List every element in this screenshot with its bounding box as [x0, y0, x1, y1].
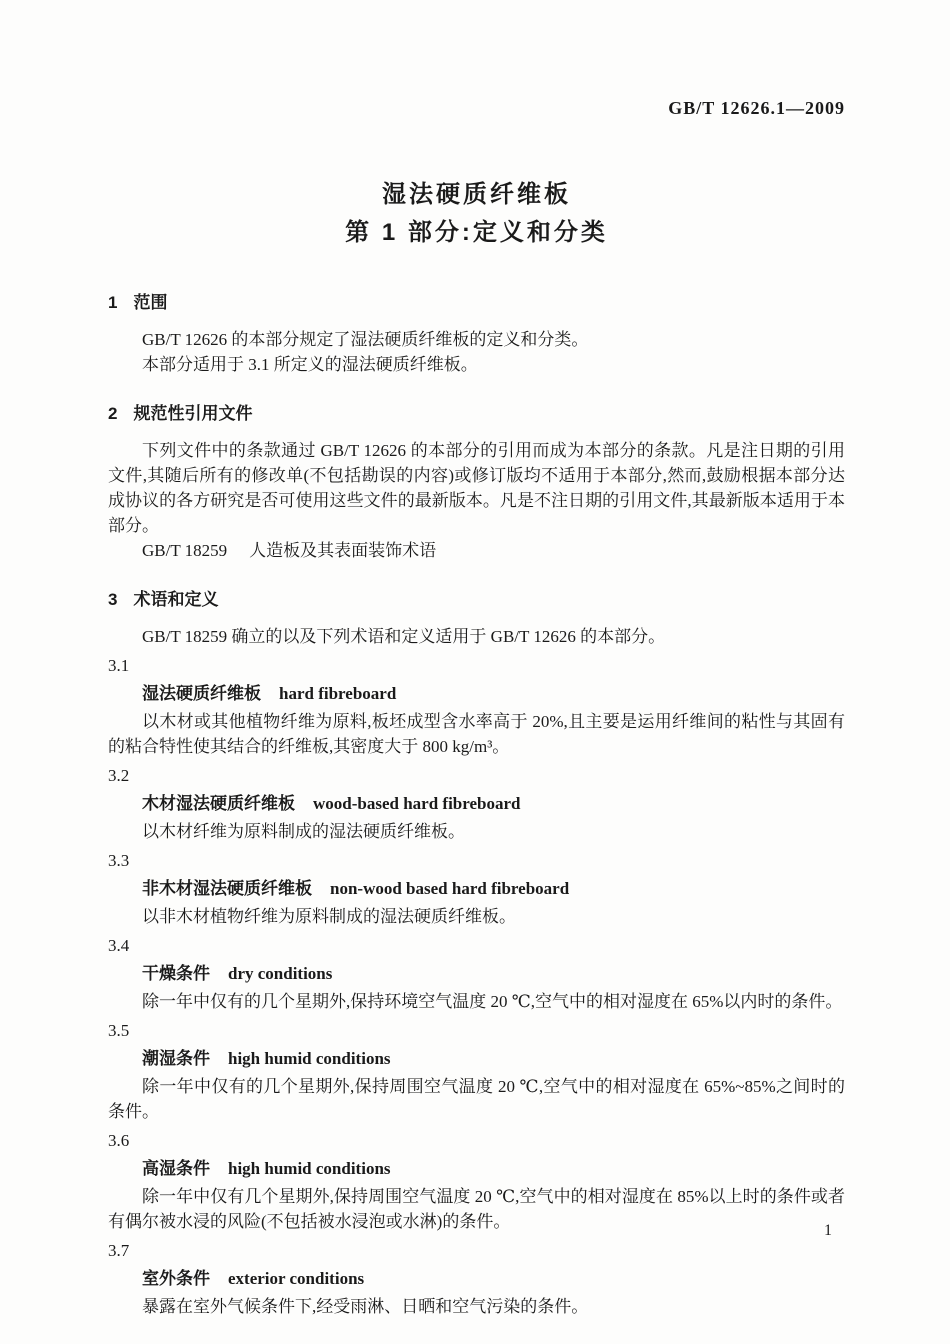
term-3-5 [108, 1047, 845, 1071]
section-1-title: 范围 [133, 293, 168, 312]
term-3-1-english: hard fibreboard [279, 684, 397, 703]
term-3-2-chinese: 木材湿法硬质纤维板 [142, 794, 295, 813]
term-3-1-definition: 以木材或其他植物纤维为原料,板坯成型含水率高于 20%,且主要是运用纤维间的粘性与其固有的粘合特性使其结合的纤维板,其密度大于 800 kg/m³。 [108, 712, 845, 756]
term-3-7 [108, 1267, 845, 1291]
clause-number-3-3: 3.3 [108, 851, 130, 870]
section-3-heading [108, 585, 845, 610]
term-3-5-chinese: 潮湿条件 [142, 1049, 210, 1068]
term-3-5-english: high humid conditions [228, 1049, 391, 1068]
document-title [108, 176, 845, 252]
section-3-title: 术语和定义 [133, 590, 219, 609]
clause-number-3-5: 3.5 [108, 1021, 130, 1040]
section-1-paragraph-1: GB/T 12626 的本部分规定了湿法硬质纤维板的定义和分类。 [142, 330, 589, 349]
section-2-paragraph-1: 下列文件中的条款通过 GB/T 12626 的本部分的引用而成为本部分的条款。凡是注日期的引用文件,其随后所有的修改单(不包括勘误的内容)或修订版均不适用于本部分,然而,鼓励根据本部分达成协议的各方研究是否可使用这些文件的最新版本。凡是不注日期的引用文件,其最新版本适用于本部分。 [108, 441, 845, 535]
clause-number-3-7: 3.7 [108, 1241, 130, 1260]
term-3-7-chinese: 室外条件 [142, 1269, 210, 1288]
term-3-3-definition: 以非木材植物纤维为原料制成的湿法硬质纤维板。 [142, 907, 516, 926]
normative-reference [108, 538, 845, 563]
section-2-number: 2 [108, 404, 118, 423]
term-3-4 [108, 962, 845, 986]
term-3-3-english: non-wood based hard fibreboard [330, 879, 570, 898]
section-2-heading [108, 399, 845, 424]
term-3-6-chinese: 高湿条件 [142, 1159, 210, 1178]
section-3-intro: GB/T 18259 确立的以及下列术语和定义适用于 GB/T 12626 的本部分。 [142, 627, 666, 646]
term-3-6 [108, 1157, 845, 1181]
title-line-1: 湿法硬质纤维板 [382, 181, 571, 208]
term-3-4-english: dry conditions [228, 964, 333, 983]
term-3-2 [108, 792, 845, 816]
section-1-heading [108, 288, 845, 313]
section-3-number: 3 [108, 590, 118, 609]
standard-code: GB/T 12626.1—2009 [668, 98, 845, 118]
term-3-2-definition: 以木材纤维为原料制成的湿法硬质纤维板。 [142, 822, 465, 841]
page-content [108, 0, 845, 1319]
term-3-4-definition: 除一年中仅有的几个星期外,保持环境空气温度 20 ℃,空气中的相对湿度在 65%以内时的条件。 [142, 992, 843, 1011]
section-2-title: 规范性引用文件 [133, 404, 253, 423]
term-3-1-chinese: 湿法硬质纤维板 [142, 684, 261, 703]
term-3-5-definition: 除一年中仅有的几个星期外,保持周围空气温度 20 ℃,空气中的相对湿度在 65%~85%之间时的条件。 [108, 1077, 845, 1121]
term-3-7-english: exterior conditions [228, 1269, 365, 1288]
term-3-3 [108, 877, 845, 901]
term-3-1 [108, 682, 845, 706]
term-3-6-definition: 除一年中仅有几个星期外,保持周围空气温度 20 ℃,空气中的相对湿度在 85%以上时的条件或者有偶尔被水浸的风险(不包括被水浸泡或水淋)的条件。 [108, 1187, 845, 1231]
clause-number-3-6: 3.6 [108, 1131, 130, 1150]
term-3-2-english: wood-based hard fibreboard [313, 794, 521, 813]
reference-code: GB/T 18259 [142, 541, 228, 560]
term-3-6-english: high humid conditions [228, 1159, 391, 1178]
clause-number-3-2: 3.2 [108, 766, 130, 785]
section-1-paragraph-2: 本部分适用于 3.1 所定义的湿法硬质纤维板。 [142, 355, 478, 374]
term-3-3-chinese: 非木材湿法硬质纤维板 [142, 879, 312, 898]
page-number: 1 [824, 1222, 832, 1239]
clause-number-3-4: 3.4 [108, 936, 130, 955]
title-line-2: 第 1 部分:定义和分类 [345, 219, 608, 246]
reference-title: 人造板及其表面装饰术语 [249, 541, 437, 560]
section-1-number: 1 [108, 293, 118, 312]
term-3-4-chinese: 干燥条件 [142, 964, 210, 983]
clause-number-3-1: 3.1 [108, 656, 130, 675]
term-3-7-definition: 暴露在室外气候条件下,经受雨淋、日晒和空气污染的条件。 [142, 1297, 589, 1316]
